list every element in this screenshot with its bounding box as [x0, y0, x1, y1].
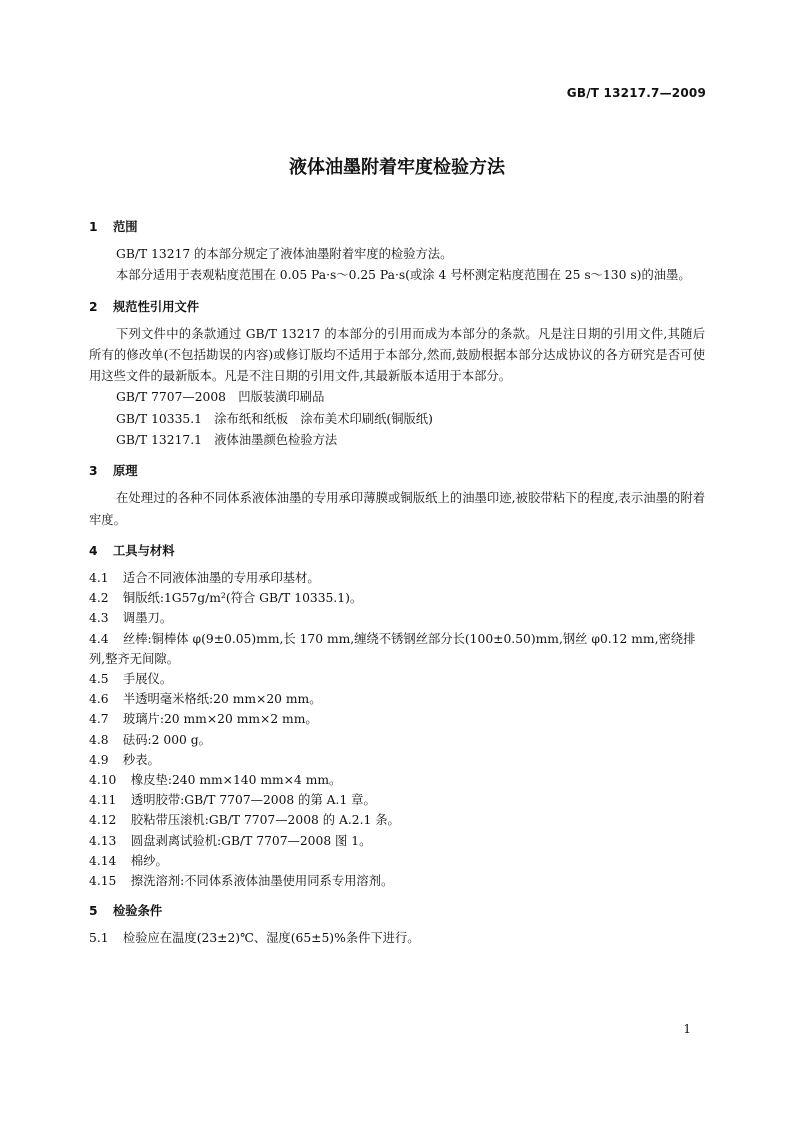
- section-title: 原理: [113, 464, 138, 479]
- list-item: [89, 770, 705, 790]
- item-number: 4.14: [89, 853, 117, 868]
- item-text: 棉纱。: [130, 853, 168, 868]
- item-number: 4.11: [89, 793, 117, 808]
- item-text: 擦洗溶剂:不同体系液体油墨使用同系专用溶剂。: [130, 874, 394, 889]
- section-title: 检验条件: [113, 904, 163, 919]
- section-title: 工具与材料: [113, 543, 175, 558]
- list-item: [89, 608, 705, 628]
- item-text: 秒表。: [122, 752, 160, 767]
- item-text: 手展仪。: [122, 671, 173, 686]
- item-number: 4.2: [89, 591, 109, 606]
- item-number: 4.13: [89, 833, 117, 848]
- list-item: [89, 928, 705, 948]
- section-number: 4: [89, 543, 98, 558]
- item-number: 4.6: [89, 692, 109, 707]
- list-item: [89, 588, 705, 608]
- item-number: 5.1: [89, 931, 109, 946]
- section-number: 1: [89, 220, 98, 234]
- list-item: [89, 730, 705, 750]
- item-number: 4.1: [89, 570, 109, 585]
- item-text: 橡皮垫:240 mm×140 mm×4 mm。: [130, 773, 342, 787]
- section-heading-scope: [89, 217, 705, 238]
- item-text: 砝码:2 000 g。: [122, 732, 211, 747]
- section-title: 规范性引用文件: [113, 299, 200, 314]
- list-item: [89, 851, 705, 871]
- section-heading-test-conditions: [89, 901, 705, 922]
- list-item: [89, 871, 705, 891]
- item-text: 调墨刀。: [122, 611, 173, 626]
- item-text: 检验应在温度(23±2)℃、湿度(65±5)%条件下进行。: [122, 931, 420, 946]
- reference-item: GB/T 7707—2008 凹版装潢印刷品: [116, 390, 325, 405]
- item-text: 玻璃片:20 mm×20 mm×2 mm。: [122, 712, 318, 727]
- item-number: 4.15: [89, 874, 117, 889]
- section-number: 3: [89, 464, 98, 479]
- section-heading-normative-references: [89, 297, 705, 318]
- list-item: [89, 689, 705, 709]
- item-number: 4.8: [89, 732, 109, 747]
- item-text: 适合不同液体油墨的专用承印基材。: [122, 570, 320, 585]
- paragraph: 在处理过的各种不同体系液体油墨的专用承印薄膜或铜版纸上的油墨印迹,被胶带粘下的程度,表示油墨的附着牢度。: [89, 491, 705, 527]
- list-item: [89, 831, 705, 851]
- list-item: [89, 568, 705, 588]
- section-title: 范围: [113, 220, 138, 234]
- list-item: [89, 750, 705, 770]
- item-number: 4.3: [89, 611, 109, 626]
- list-item: [89, 810, 705, 830]
- section-number: 2: [89, 299, 98, 314]
- reference-item: GB/T 10335.1 涂布纸和纸板 涂布美术印刷纸(铜版纸): [116, 411, 433, 426]
- page-number: 1: [683, 1022, 691, 1036]
- item-text: 透明胶带:GB/T 7707—2008 的第 A.1 章。: [130, 793, 376, 808]
- list-item: [89, 629, 705, 669]
- item-number: 4.10: [89, 773, 117, 787]
- reference-item: GB/T 13217.1 液体油墨颜色检验方法: [116, 433, 338, 448]
- section-heading-principle: [89, 461, 705, 482]
- document-title: 液体油墨附着牢度检验方法: [289, 157, 505, 178]
- paragraph: GB/T 13217 的本部分规定了液体油墨附着牢度的检验方法。: [116, 247, 453, 261]
- item-text: 铜版纸:1G57g/m²(符合 GB/T 10335.1)。: [122, 591, 363, 606]
- item-text: 圆盘剥离试验机:GB/T 7707—2008 图 1。: [130, 833, 372, 848]
- section-heading-tools-materials: [89, 541, 705, 562]
- section-number: 5: [89, 904, 98, 919]
- item-number: 4.12: [89, 813, 117, 828]
- list-item: [89, 790, 705, 810]
- item-text: 半透明毫米格纸:20 mm×20 mm。: [122, 692, 322, 707]
- standard-code: GB/T 13217.7—2009: [566, 86, 706, 100]
- item-number: 4.4: [89, 631, 109, 646]
- paragraph: 本部分适用于表观粘度范围在 0.05 Pa·s～0.25 Pa·s(或涂 4 号杯测定粘度范围在 25 s～130 s)的油墨。: [116, 268, 691, 283]
- list-item: [89, 709, 705, 729]
- document-body: [89, 217, 705, 948]
- item-number: 4.7: [89, 712, 109, 727]
- paragraph: 下列文件中的条款通过 GB/T 13217 的本部分的引用而成为本部分的条款。凡是注日期的引用文件,其随后所有的修改单(不包括勘误的内容)或修订版均不适用于本部分,然而,鼓励根据本部分达成协议的各方研究是否可使用这些文件的最新版本。凡是不注日期的引用文件,其最新版本适用于本部分。: [89, 326, 705, 384]
- item-number: 4.5: [89, 671, 109, 686]
- list-item: [89, 669, 705, 689]
- item-text: 胶粘带压滚机:GB/T 7707—2008 的 A.2.1 条。: [130, 813, 400, 828]
- item-text: 丝棒:铜棒体 φ(9±0.05)mm,长 170 mm,缠绕不锈钢丝部分长(100±0.50)mm,钢丝 φ0.12 mm,密绕排列,整齐无间隙。: [89, 631, 696, 666]
- item-number: 4.9: [89, 752, 109, 767]
